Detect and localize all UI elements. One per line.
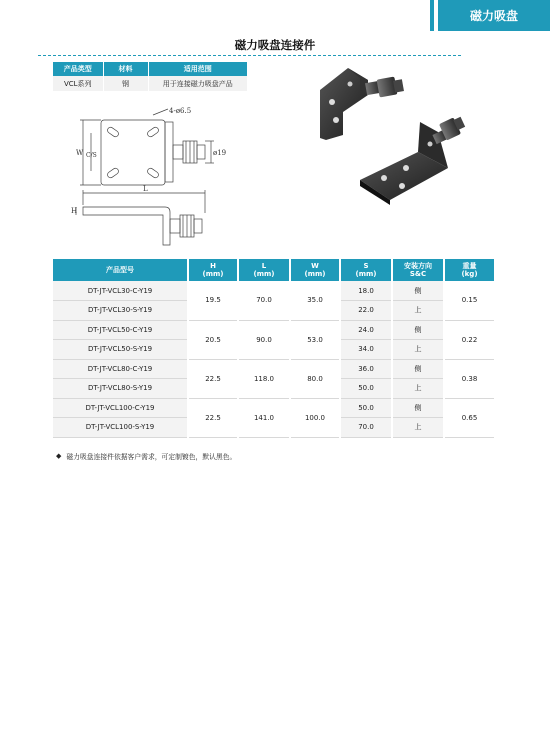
w-cell: 35.0 [290, 281, 340, 320]
header-weight-label: 重量 [462, 261, 477, 270]
table-row [53, 320, 495, 340]
spec-header-row [53, 259, 495, 281]
technical-drawing [73, 105, 228, 255]
plate-front-view [101, 120, 165, 185]
header-l-unit: (mm) [253, 270, 275, 278]
header-h-label: H [210, 261, 216, 270]
model-cell: DT-JT-VCL30-C-Y19 [53, 281, 188, 301]
product-photo [298, 60, 473, 215]
direction-cell: 侧 [392, 281, 444, 301]
model-cell: DT-JT-VCL80-S-Y19 [53, 379, 188, 399]
header-direction-label: 安装方向 [404, 261, 432, 270]
l-cell: 90.0 [238, 320, 290, 359]
header-model: 产品型号 [53, 259, 188, 281]
header-l-label: L [261, 261, 267, 270]
header-w-label: W [311, 261, 319, 270]
dim-h-label: H [71, 207, 78, 215]
hole-label: 4-ø6.5 [169, 107, 192, 115]
direction-cell: 侧 [392, 359, 444, 379]
l-cell: 70.0 [238, 281, 290, 320]
l-cell: 118.0 [238, 359, 290, 398]
table-row [53, 359, 495, 379]
model-cell: DT-JT-VCL50-S-Y19 [53, 340, 188, 360]
info-header-type: 产品类型 [53, 62, 103, 76]
header-s-label: S [363, 261, 369, 270]
s-cell: 34.0 [340, 340, 392, 360]
s-cell: 22.0 [340, 301, 392, 321]
s-cell: 36.0 [340, 359, 392, 379]
dim-dia-label: ø19 [213, 149, 227, 157]
l-cell: 141.0 [238, 398, 290, 437]
w-cell: 80.0 [290, 359, 340, 398]
model-cell: DT-JT-VCL80-C-Y19 [53, 359, 188, 379]
dim-s-label: C/S [86, 152, 97, 159]
info-row [53, 76, 248, 91]
s-cell: 50.0 [340, 398, 392, 418]
header-w-unit: (mm) [304, 270, 326, 278]
spec-table [53, 259, 496, 438]
header-h-unit: (mm) [202, 270, 224, 278]
footnote-text: 磁力吸盘连接件依据客户需求，可定制镀色，默认黑色。 [66, 453, 237, 461]
h-cell: 22.5 [188, 359, 238, 398]
header-direction-sub: S&C [409, 270, 427, 278]
info-material: 钢 [103, 76, 148, 91]
s-cell: 24.0 [340, 320, 392, 340]
h-cell: 19.5 [188, 281, 238, 320]
weight-cell: 0.15 [444, 281, 495, 320]
table-row [53, 398, 495, 418]
s-cell: 70.0 [340, 418, 392, 438]
info-type: VCL系列 [53, 76, 103, 91]
title-divider [38, 55, 461, 56]
h-cell: 20.5 [188, 320, 238, 359]
weight-cell: 0.22 [444, 320, 495, 359]
category-tab: 磁力吸盘 [438, 0, 550, 31]
bracket-image-top [320, 68, 404, 140]
header-s-unit: (mm) [355, 270, 377, 278]
direction-cell: 上 [392, 418, 444, 438]
diamond-bullet-icon: ◆ [56, 452, 62, 460]
model-cell: DT-JT-VCL100-S-Y19 [53, 418, 188, 438]
header-w [290, 259, 340, 281]
info-header-row [53, 62, 248, 76]
model-cell: DT-JT-VCL100-C-Y19 [53, 398, 188, 418]
header-h [188, 259, 238, 281]
info-scope: 用于连接磁力吸盘产品 [148, 76, 248, 91]
header-s [340, 259, 392, 281]
page-title: 磁力吸盘连接件 [234, 38, 316, 52]
model-cell: DT-JT-VCL50-C-Y19 [53, 320, 188, 340]
s-cell: 50.0 [340, 379, 392, 399]
direction-cell: 上 [392, 340, 444, 360]
dim-w-label: W [76, 149, 84, 157]
h-cell: 22.5 [188, 398, 238, 437]
bracket-side-view [83, 207, 170, 245]
bracket-image-bottom [360, 117, 465, 205]
weight-cell: 0.38 [444, 359, 495, 398]
w-cell: 53.0 [290, 320, 340, 359]
info-header-scope: 适用范围 [148, 62, 248, 76]
weight-cell: 0.65 [444, 398, 495, 437]
direction-cell: 上 [392, 301, 444, 321]
product-info-table [53, 62, 248, 91]
direction-cell: 侧 [392, 398, 444, 418]
header-l [238, 259, 290, 281]
w-cell: 100.0 [290, 398, 340, 437]
header-direction [392, 259, 444, 281]
direction-cell: 上 [392, 379, 444, 399]
header-weight-unit: (kg) [461, 270, 478, 278]
dim-l-label: L [143, 185, 148, 193]
footnote [56, 451, 236, 461]
s-cell: 18.0 [340, 281, 392, 301]
direction-cell: 侧 [392, 320, 444, 340]
table-row [53, 281, 495, 301]
header-weight [444, 259, 495, 281]
info-header-material: 材料 [103, 62, 148, 76]
model-cell: DT-JT-VCL30-S-Y19 [53, 301, 188, 321]
